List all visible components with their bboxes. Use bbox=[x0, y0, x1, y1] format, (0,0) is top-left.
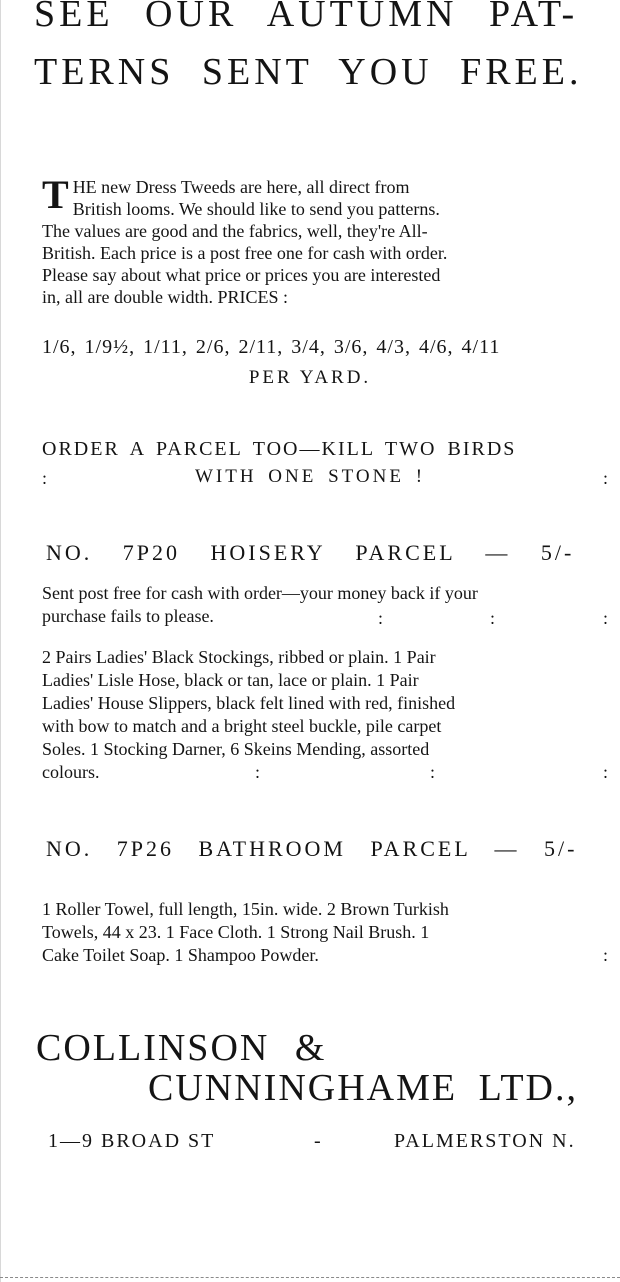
address-separator: - bbox=[314, 1130, 321, 1152]
firm-name-line-1: COLLINSON & bbox=[36, 1027, 327, 1069]
colon-mark: : bbox=[603, 762, 609, 782]
colon-mark: : bbox=[603, 468, 609, 488]
order-slogan-line-1: ORDER A PARCEL TOO—KILL TWO BIRDS bbox=[42, 438, 517, 460]
colon-mark: : bbox=[603, 945, 609, 965]
contents-line: 1 Roller Towel, full length, 15in. wide. 2 Brown Turkish bbox=[42, 899, 449, 919]
contents-line: Ladies' Lisle Hose, black or tan, lace or plain. 1 Pair bbox=[42, 670, 419, 690]
contents-line: Cake Toilet Soap. 1 Shampoo Powder. bbox=[42, 945, 319, 965]
bathroom-parcel-heading: NO. 7P26 BATHROOM PARCEL — 5/- bbox=[46, 836, 578, 861]
per-yard-label: PER YARD. bbox=[248, 367, 372, 388]
colon-mark: : bbox=[430, 762, 436, 782]
hosiery-contents-paragraph bbox=[42, 646, 610, 784]
intro-line: The values are good and the fabrics, well, they're All- bbox=[42, 221, 428, 241]
intro-line: British. Each price is a post free one for cash with order. bbox=[42, 243, 448, 263]
firm-name-line-2: CUNNINGHAME LTD., bbox=[148, 1067, 578, 1109]
contents-line: with bow to match and a bright steel buckle, pile carpet bbox=[42, 716, 442, 736]
terms-line: Sent post free for cash with order—your money back if your bbox=[42, 583, 478, 603]
intro-line: British looms. We should like to send you patterns. bbox=[72, 199, 440, 219]
contents-line: Ladies' House Slippers, black felt lined with red, finished bbox=[42, 693, 456, 713]
headline-line-2: TERNS SENT YOU FREE. bbox=[34, 51, 583, 93]
town-address: PALMERSTON N. bbox=[394, 1130, 576, 1152]
contents-line: colours. bbox=[42, 762, 100, 782]
price-list: 1/6, 1/9½, 1/11, 2/6, 2/11, 3/4, 3/6, 4/3, 4/6, 4/11 bbox=[42, 336, 501, 358]
drop-cap: T bbox=[42, 172, 69, 217]
contents-line: Soles. 1 Stocking Darner, 6 Skeins Mending, assorted bbox=[42, 739, 430, 759]
colon-mark: : bbox=[603, 608, 609, 628]
colon-mark: : bbox=[490, 608, 496, 628]
hosiery-parcel-heading: NO. 7P20 HOISERY PARCEL — 5/- bbox=[46, 540, 575, 565]
intro-paragraph bbox=[42, 172, 610, 308]
colon-mark: : bbox=[42, 468, 48, 488]
hosiery-terms-paragraph bbox=[42, 582, 610, 628]
intro-line: in, all are double width. PRICES : bbox=[42, 287, 288, 307]
intro-line: HE new Dress Tweeds are here, all direct from bbox=[72, 177, 410, 197]
intro-line: Please say about what price or prices you are interested bbox=[42, 265, 441, 285]
contents-line: Towels, 44 x 23. 1 Face Cloth. 1 Strong Nail Brush. 1 bbox=[42, 922, 430, 942]
left-column-rule bbox=[0, 0, 1, 1282]
bathroom-contents-paragraph bbox=[42, 898, 610, 967]
colon-mark: : bbox=[255, 762, 261, 782]
headline-line-1: SEE OUR AUTUMN PAT- bbox=[34, 0, 579, 35]
contents-line: 2 Pairs Ladies' Black Stockings, ribbed or plain. 1 Pair bbox=[42, 647, 436, 667]
order-slogan-line-2: WITH ONE STONE ! bbox=[194, 466, 426, 487]
terms-line: purchase fails to please. bbox=[42, 606, 214, 626]
bottom-cut-line bbox=[0, 1277, 620, 1278]
colon-mark: : bbox=[378, 608, 384, 628]
street-address: 1—9 BROAD ST bbox=[48, 1130, 216, 1152]
